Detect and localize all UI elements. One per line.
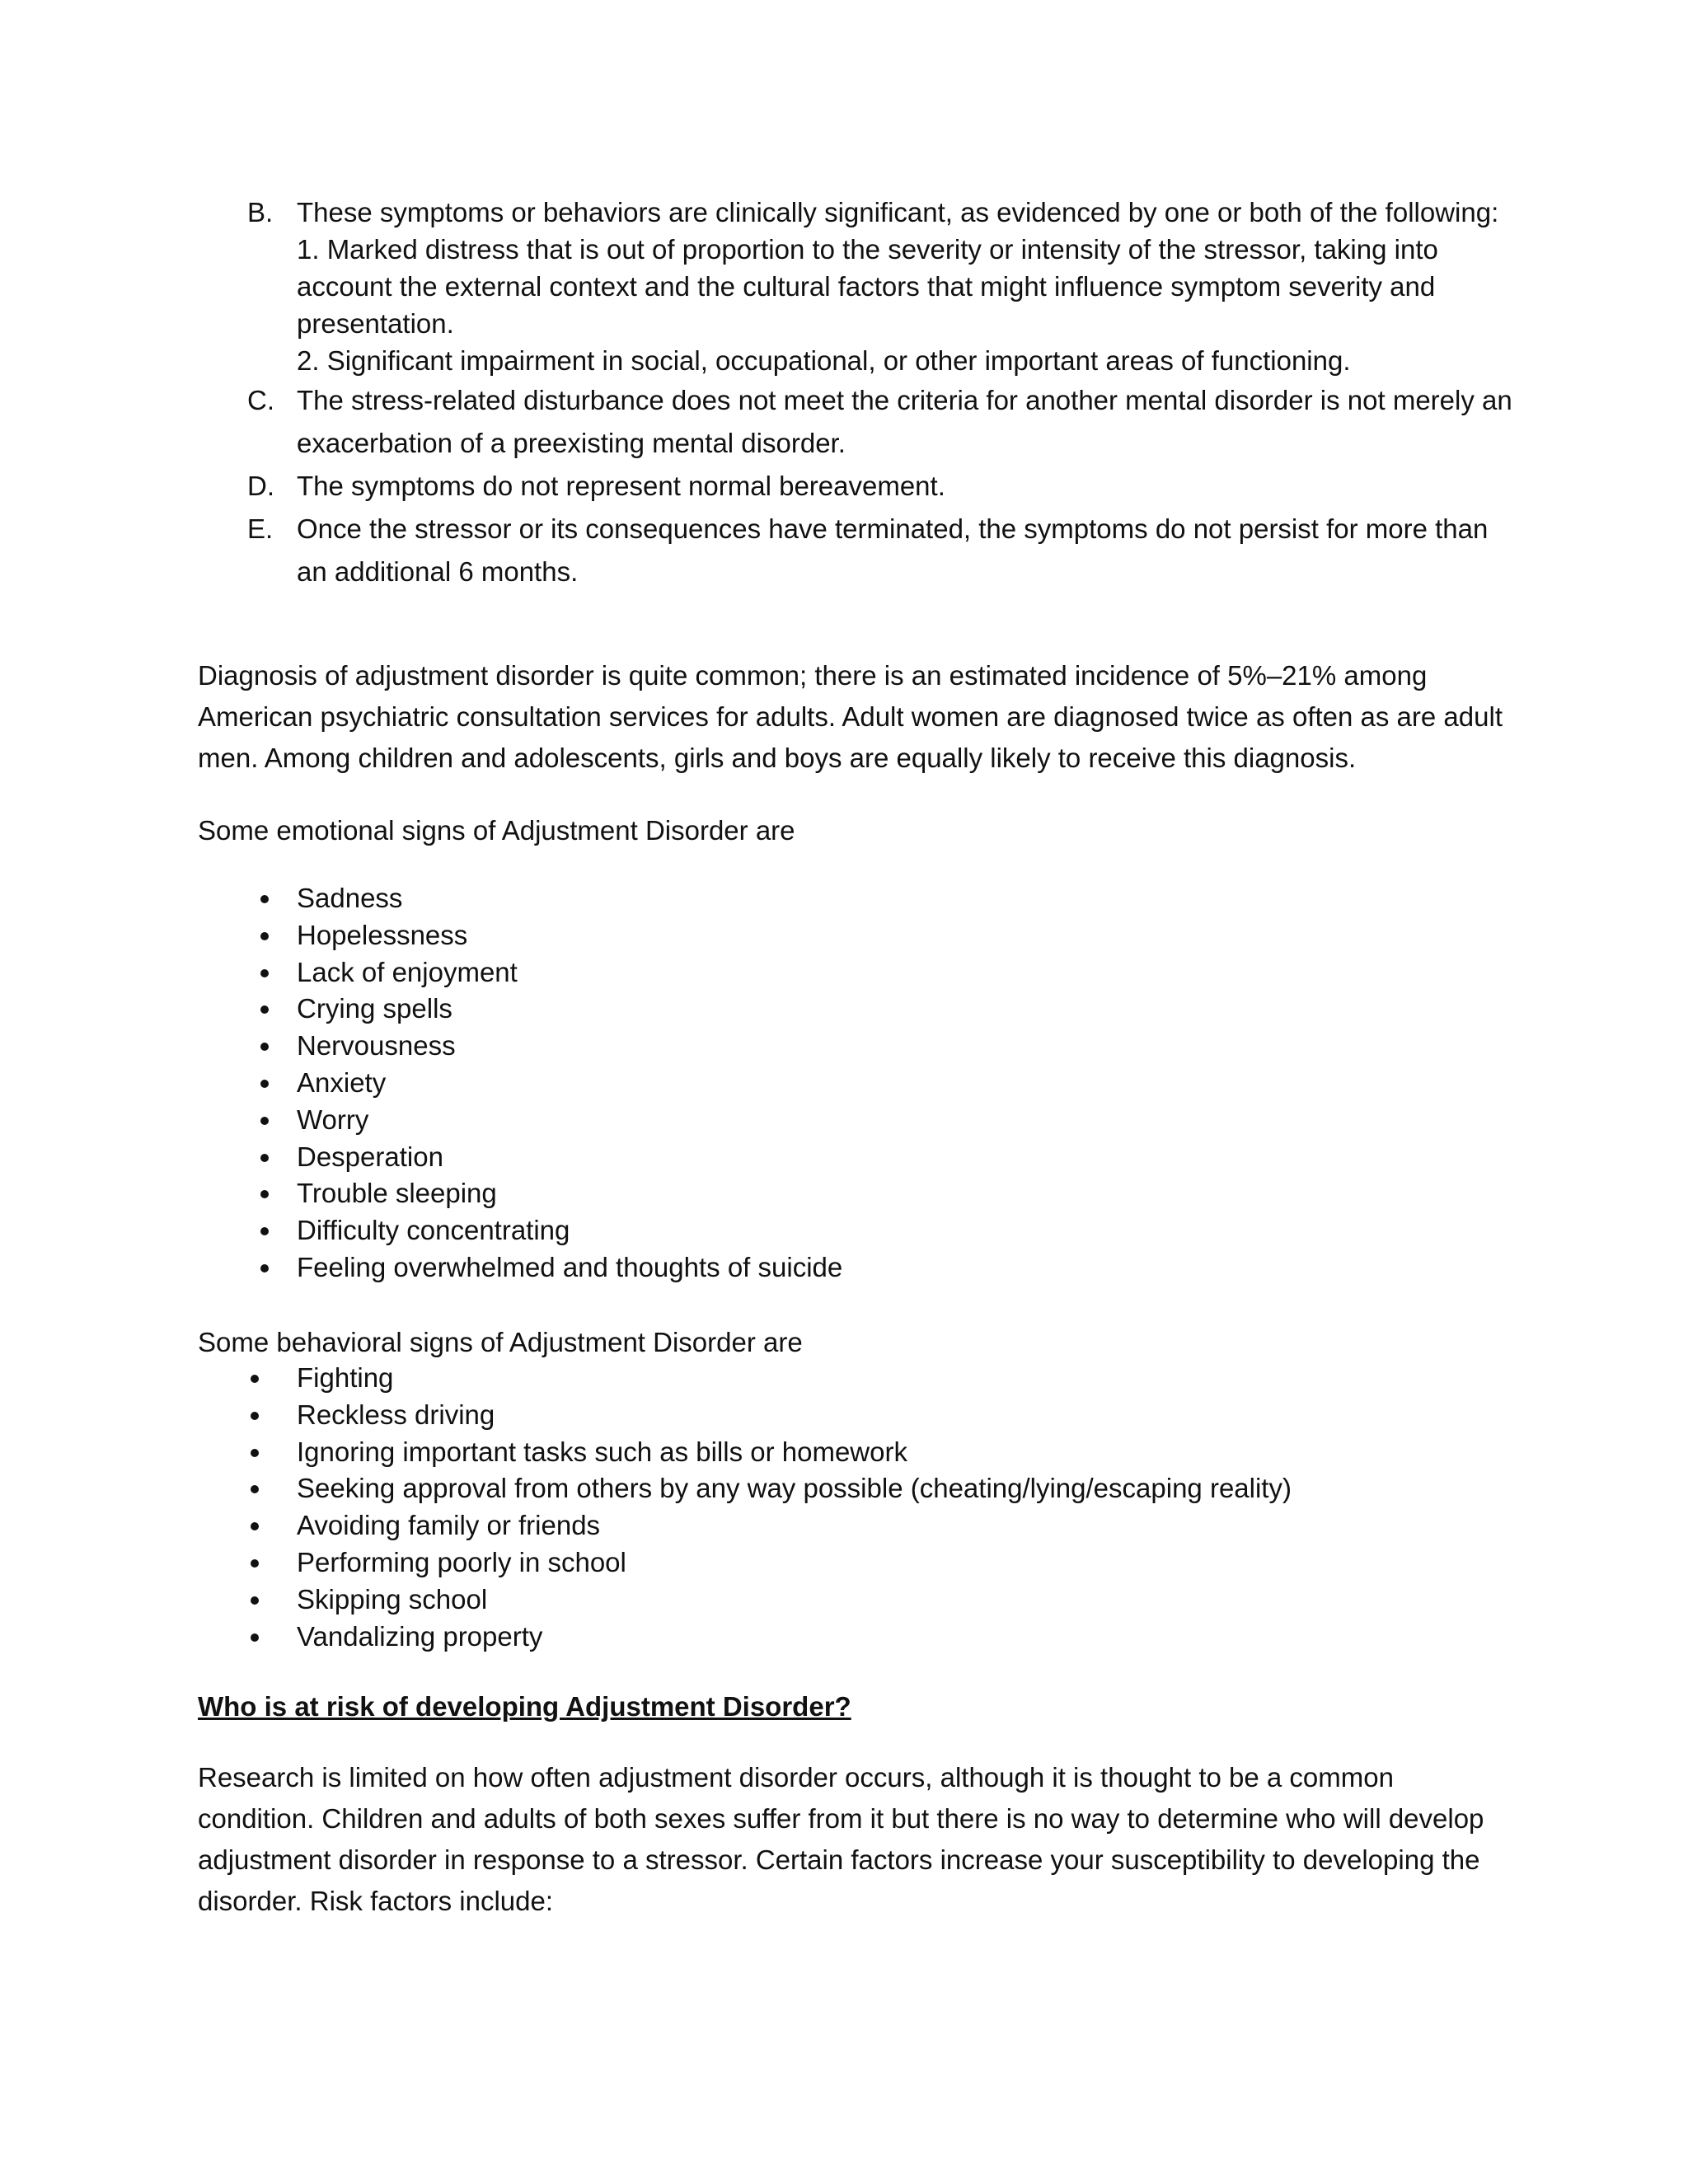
list-item: Skipping school <box>198 1582 1517 1619</box>
criterion-letter: D. <box>247 471 274 501</box>
list-item: Feeling overwhelmed and thoughts of suicide <box>198 1249 1517 1286</box>
bullet-icon <box>251 1485 259 1493</box>
list-item: Difficulty concentrating <box>198 1212 1517 1249</box>
bullet-icon <box>260 1264 269 1272</box>
criterion-letter: C. <box>247 385 274 415</box>
list-item: Sadness <box>198 880 1517 917</box>
list-item: Worry <box>198 1102 1517 1139</box>
bullet-icon <box>251 1449 259 1457</box>
behavioral-signs-list <box>198 1360 1517 1655</box>
bullet-icon <box>251 1375 259 1383</box>
criterion-subitem: 1. Marked distress that is out of proportion to the severity or intensity of the stressor, taking into account the external context and the cultural factors that might influence symptom severity and presentation. <box>297 234 1438 339</box>
list-item: Fighting <box>198 1360 1517 1397</box>
list-item: Nervousness <box>198 1028 1517 1065</box>
criterion-d <box>198 465 1517 508</box>
risk-paragraph: Research is limited on how often adjustment disorder occurs, although it is thought to be a common condition. Children and adults of both sexes suffer from it but there is no way to determine who will develop adjustment disorder in response to a stressor. Certain factors increase your susceptibility to developing the disorder. Risk factors include: <box>198 1762 1484 1916</box>
criterion-text: The stress-related disturbance does not meet the criteria for another mental disorder is not merely an exacerbation of a preexisting mental disorder. <box>297 385 1512 458</box>
criterion-letter: E. <box>247 513 274 544</box>
bullet-icon <box>260 1190 269 1198</box>
criterion-text: Once the stressor or its consequences have terminated, the symptoms do not persist for more than an additional 6 months. <box>297 513 1489 587</box>
criteria-list <box>198 194 1517 593</box>
bullet-icon <box>260 1154 269 1162</box>
incidence-paragraph: Diagnosis of adjustment disorder is quite common; there is an estimated incidence of 5%–21% among American psychiatric consultation services for adults. Adult women are diagnosed twice as often as are adult men. Among children and adolescents, girls and boys are equally likely to receive this diagnosis. <box>198 660 1503 773</box>
bullet-icon <box>251 1633 259 1642</box>
bullet-icon <box>251 1412 259 1420</box>
criterion-e <box>198 508 1517 593</box>
criterion-c <box>198 379 1517 465</box>
list-item: Ignoring important tasks such as bills or homework <box>198 1434 1517 1471</box>
list-item: Desperation <box>198 1139 1517 1176</box>
list-item: Trouble sleeping <box>198 1175 1517 1212</box>
list-item: Avoiding family or friends <box>198 1507 1517 1544</box>
risk-heading: Who is at risk of developing Adjustment Disorder? <box>198 1691 851 1722</box>
list-item: Lack of enjoyment <box>198 954 1517 991</box>
list-item: Anxiety <box>198 1065 1517 1102</box>
list-item: Hopelessness <box>198 917 1517 954</box>
bullet-icon <box>260 1117 269 1125</box>
bullet-icon <box>260 1080 269 1088</box>
criterion-text: These symptoms or behaviors are clinically significant, as evidenced by one or both of the following: <box>297 197 1499 227</box>
bullet-icon <box>251 1559 259 1568</box>
criterion-letter: B. <box>247 197 274 227</box>
bullet-icon <box>260 895 269 903</box>
emotional-signs-list <box>198 880 1517 1286</box>
bullet-icon <box>260 1043 269 1051</box>
list-item: Seeking approval from others by any way possible (cheating/lying/escaping reality) <box>198 1470 1517 1507</box>
bullet-icon <box>251 1596 259 1605</box>
list-item: Vandalizing property <box>198 1619 1517 1656</box>
list-item: Reckless driving <box>198 1397 1517 1434</box>
bullet-icon <box>260 1227 269 1235</box>
bullet-icon <box>260 1005 269 1014</box>
criterion-text: The symptoms do not represent normal bereavement. <box>297 471 945 501</box>
criterion-subitem: 2. Significant impairment in social, occupational, or other important areas of functioning. <box>297 345 1351 376</box>
criterion-b <box>198 194 1517 379</box>
behavioral-signs-intro: Some behavioral signs of Adjustment Disorder are <box>198 1327 803 1357</box>
emotional-signs-intro: Some emotional signs of Adjustment Disorder are <box>198 815 795 846</box>
list-item: Crying spells <box>198 991 1517 1028</box>
bullet-icon <box>260 969 269 977</box>
bullet-icon <box>251 1522 259 1530</box>
bullet-icon <box>260 932 269 940</box>
list-item: Performing poorly in school <box>198 1544 1517 1582</box>
